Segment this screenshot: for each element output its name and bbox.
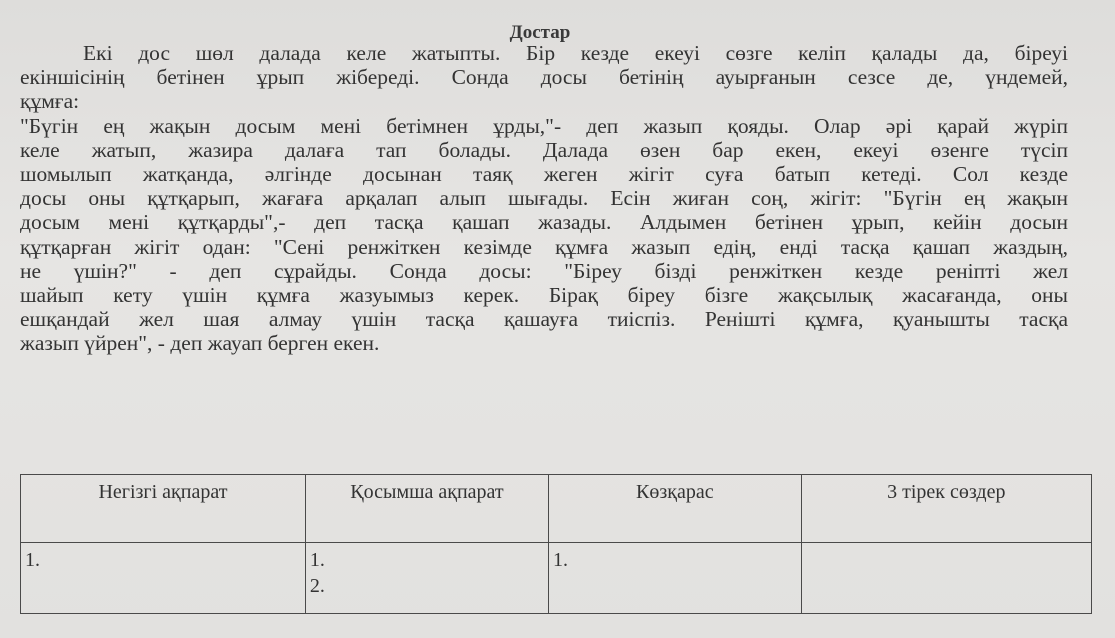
text-line: шомылып жатқанда, әлгінде досынан таяқ жеген жігіт суға батып кетеді. Сол кезде [20, 162, 1068, 187]
cell-item: 1. [25, 549, 40, 571]
cell-key-words[interactable] [801, 543, 1091, 614]
text-line: құмға: [20, 89, 80, 114]
text-line: шайып кету үшін құмға жазуымыз керек. Бірақ біреу бізге жақсылық жасағанда, оны [20, 283, 1068, 308]
text-line: ешқандай жел шая алмау үшін тасқа қашауға тиіспіз. Ренішті құмға, қуанышты тасқа [20, 307, 1068, 332]
table-row [21, 543, 1092, 614]
text-line: құтқарған жігіт одан: "Сені ренжіткен кезімде құмға жазып едің, енді тасқа қашап жаздың, [20, 234, 1068, 259]
text-line: Екі дос шөл далада келе жатыпты. Бір кезде екеуі сөзге келіп қалады да, біреуі [83, 41, 1068, 65]
text-line: не үшін?" - деп сұрайды. Сонда досы: "Біреу бізді ренжіткен кезде реніпті жел [20, 258, 1068, 283]
header-key-words: 3 тірек сөздер [801, 475, 1091, 543]
table-header-row [21, 475, 1092, 543]
story-text [20, 41, 1068, 356]
text-line: келе жатып, жазира далаға тап болады. Далада өзен бар екен, екеуі өзенге түсіп [20, 137, 1068, 162]
cell-item: 1. [309, 549, 325, 571]
text-line: досым мені құтқарды",- деп тасқа қашап жазады. Алдымен бетінен ұрып, кейін досын [20, 210, 1068, 235]
cell-viewpoint[interactable] [549, 543, 802, 614]
story-title: Достар [509, 22, 571, 43]
cell-additional-info[interactable] [305, 543, 548, 614]
cell-main-info[interactable] [21, 543, 306, 614]
cell-item: 2. [309, 575, 325, 597]
header-main-info: Негізгі ақпарат [21, 475, 306, 543]
text-line: жазып үйрен", - деп жауап берген екен. [20, 331, 380, 356]
text-line: екіншісінің бетінен ұрып жібереді. Сонда досы бетінің ауырғанын сезсе де, үндемей, [20, 65, 1068, 90]
header-viewpoint: Көзқарас [549, 475, 802, 543]
header-additional-info: Қосымша ақпарат [305, 475, 548, 543]
analysis-table [20, 474, 1092, 614]
text-line: досы оны құтқарып, жағаға арқалап алып шығады. Есін жиған соң, жігіт: "Бүгін ең жақын [20, 186, 1068, 211]
cell-item: 1. [553, 549, 569, 571]
text-line: "Бүгін ең жақын досым мені бетімнен ұрды,"- деп жазып қояды. Олар әрі қарай жүріп [20, 113, 1068, 138]
